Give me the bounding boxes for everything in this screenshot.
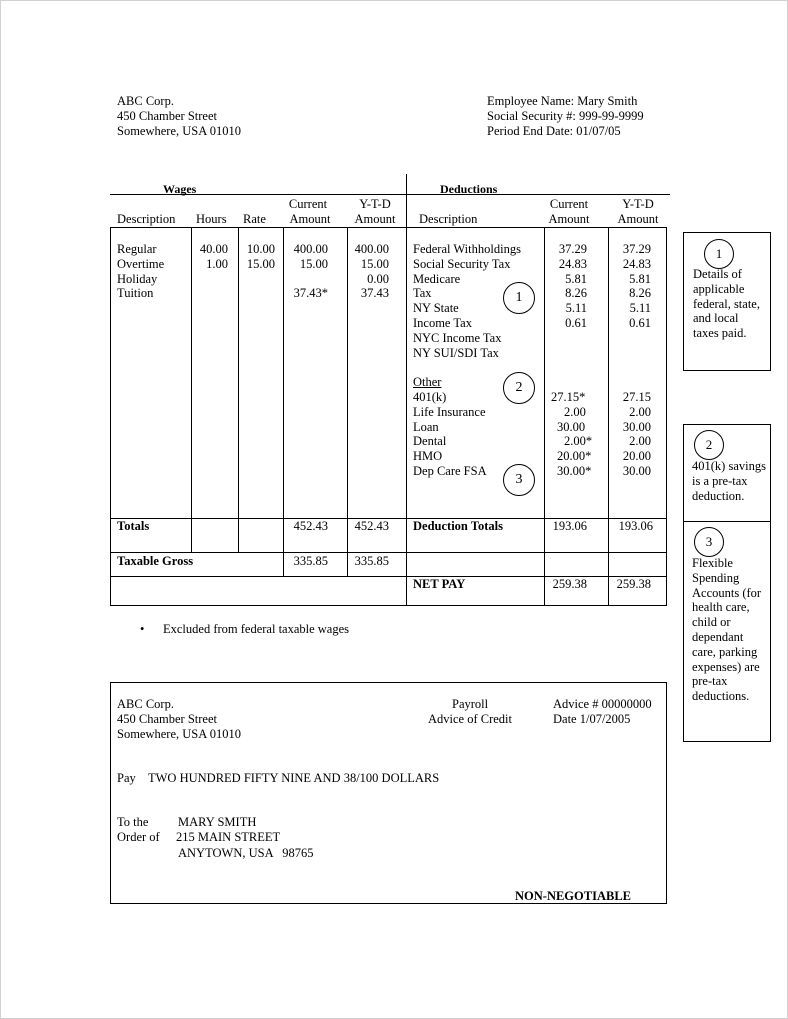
wage-ytd — [347, 242, 389, 301]
wages-col-ytd-2: Amount — [354, 212, 396, 226]
table-row: Tuition — [117, 286, 154, 301]
wage-rates — [238, 242, 275, 301]
deduction-totals-current: 193.06 — [552, 519, 587, 533]
table-cell: 2.00 — [629, 404, 651, 419]
company-street: 450 Chamber Street — [117, 109, 217, 123]
table-cell — [283, 272, 328, 287]
table-cell: 30.00 — [622, 419, 651, 434]
table-cell: 37.43 — [360, 286, 389, 301]
note-2-number: 2 — [694, 430, 724, 460]
other-current — [551, 390, 592, 479]
note-box-2 — [683, 424, 771, 522]
pay-label: Pay — [117, 771, 136, 785]
order-of-label: Order of — [117, 830, 160, 844]
tax-ytd — [608, 242, 651, 331]
advice-payroll: Payroll — [452, 697, 489, 711]
wage-descriptions — [117, 242, 164, 301]
table-cell: 5.11 — [565, 301, 587, 316]
note-box-1 — [683, 232, 771, 371]
table-cell: 24.83 — [558, 256, 587, 271]
table-cell — [191, 272, 228, 287]
footnote-text: Excluded from federal taxable wages — [163, 622, 350, 636]
table-row: Dep Care FSA — [413, 463, 487, 478]
table-bottom-line — [110, 605, 667, 606]
wages-title: Wages — [163, 182, 197, 196]
table-cell: 0.61 — [629, 315, 651, 330]
employee-name: Employee Name: Mary Smith — [487, 94, 638, 108]
table-right-line — [666, 227, 667, 605]
table-cell: 40.00 — [199, 242, 228, 256]
ded-col-current-2: Amount — [548, 212, 590, 226]
wages-totals-ytd: 452.43 — [354, 519, 389, 533]
taxable-gross-current: 335.85 — [293, 554, 328, 568]
advice-company-city: Somewhere, USA 01010 — [117, 727, 241, 741]
to-the-label: To the — [117, 815, 149, 829]
net-pay-current: 259.38 — [552, 577, 587, 591]
net-pay-ytd: 259.38 — [616, 577, 651, 591]
note-2-text: 401(k) savings is a pre-tax deduction. — [692, 459, 766, 503]
table-row: Income Tax — [413, 315, 472, 330]
table-cell: 15.00 — [360, 256, 389, 271]
left-bottom-line — [110, 576, 406, 577]
note-1-number: 1 — [704, 239, 734, 269]
table-cell: 400.00 — [293, 242, 328, 256]
table-row: Dental — [413, 434, 447, 449]
table-cell: 5.11 — [629, 301, 651, 316]
table-cell: 15.00 — [299, 256, 328, 271]
non-negotiable-label: NON-NEGOTIABLE — [515, 889, 631, 903]
table-row: Holiday — [117, 271, 158, 286]
table-cell: 30.00* — [557, 463, 592, 478]
marker-2: 2 — [503, 372, 535, 404]
wages-col-description: Description — [117, 212, 176, 226]
other-label: Other — [413, 375, 442, 389]
advice-of-credit-label: Advice of Credit — [428, 712, 513, 726]
table-top-line — [110, 227, 666, 228]
table-row: 401(k) — [413, 390, 447, 404]
ded-col-description: Description — [419, 212, 478, 226]
note-3-text: Flexible Spending Accounts (for health care, child or dependant care, parking expenses) are pre-tax deductions. — [692, 556, 762, 704]
table-left-line — [110, 227, 111, 605]
table-cell — [191, 286, 228, 301]
wages-col-rate: Rate — [243, 212, 266, 226]
payee-street: 215 MAIN STREET — [176, 830, 281, 844]
note-3-number: 3 — [694, 527, 724, 557]
wage-current — [283, 242, 328, 301]
deductions-title: Deductions — [440, 182, 498, 196]
ded-col-current-1: Current — [549, 197, 589, 211]
footnote-bullet: • — [140, 622, 145, 636]
wages-col-ytd-1: Y-T-D — [359, 197, 391, 211]
table-row: HMO — [413, 449, 443, 464]
table-cell: 8.26 — [565, 286, 587, 301]
wages-totals-current: 452.43 — [293, 519, 328, 533]
table-cell: 37.43* — [293, 286, 328, 301]
pay-amount-words: TWO HUNDRED FIFTY NINE AND 38/100 DOLLARS — [148, 771, 440, 785]
advice-company-name: ABC Corp. — [117, 697, 174, 711]
table-row: Regular — [117, 242, 157, 256]
advice-date: Date 1/07/2005 — [553, 712, 631, 726]
table-cell: 37.29 — [622, 242, 651, 256]
payee-city: ANYTOWN, USA 98765 — [178, 846, 314, 860]
payee-name: MARY SMITH — [178, 815, 257, 829]
advice-company-street: 450 Chamber Street — [117, 712, 217, 726]
table-cell: 0.61 — [565, 315, 587, 330]
table-row: Social Security Tax — [413, 256, 511, 271]
table-cell: 15.00 — [246, 256, 275, 271]
table-cell: 20.00 — [622, 449, 651, 464]
period-end-date: Period End Date: 01/07/05 — [487, 124, 621, 138]
table-cell: 10.00 — [246, 242, 275, 256]
marker-3: 3 — [503, 464, 535, 496]
note-box-3 — [683, 521, 771, 742]
table-cell — [238, 272, 275, 287]
taxable-line — [110, 552, 666, 553]
table-cell: 2.00* — [564, 434, 593, 449]
wages-col-current-2: Amount — [289, 212, 331, 226]
taxable-gross-ytd: 335.85 — [354, 554, 389, 568]
wages-col-current-1: Current — [288, 197, 328, 211]
company-city: Somewhere, USA 01010 — [117, 124, 241, 138]
table-cell: 5.81 — [629, 271, 651, 286]
table-cell: 1.00 — [206, 256, 228, 271]
table-cell: 20.00* — [557, 449, 592, 464]
table-row: Tax — [413, 286, 432, 301]
table-cell: 24.83 — [622, 256, 651, 271]
center-divider — [406, 174, 407, 605]
net-pay-label: NET PAY — [413, 577, 466, 591]
table-cell: 27.15* — [551, 390, 586, 404]
table-cell: 5.81 — [565, 271, 587, 286]
table-row: Life Insurance — [413, 404, 486, 419]
table-cell: 8.26 — [629, 286, 651, 301]
company-name: ABC Corp. — [117, 94, 174, 108]
wages-totals-label: Totals — [117, 519, 150, 533]
table-cell: 37.29 — [558, 242, 587, 256]
table-cell — [238, 286, 275, 301]
deduction-totals-label: Deduction Totals — [413, 519, 503, 533]
table-cell: 2.00 — [564, 404, 586, 419]
marker-1: 1 — [503, 282, 535, 314]
advice-number: Advice # 00000000 — [553, 697, 652, 711]
table-cell: 30.00 — [557, 419, 586, 434]
table-cell: 0.00 — [367, 271, 389, 286]
table-cell: 27.15 — [622, 390, 651, 404]
table-row: Federal Withholdings — [413, 242, 521, 256]
taxable-gross-label: Taxable Gross — [117, 554, 194, 568]
table-row: NY State — [413, 301, 459, 316]
ded-col-ytd-2: Amount — [617, 212, 659, 226]
ded-col-ytd-1: Y-T-D — [622, 197, 654, 211]
note-1-text: Details of applicable federal, state, and local taxes paid. — [693, 267, 760, 341]
deduction-totals-ytd: 193.06 — [618, 519, 653, 533]
table-row: NY SUI/SDI Tax — [413, 345, 499, 360]
other-ytd — [608, 390, 651, 479]
other-descriptions — [413, 390, 487, 479]
wages-col-hours: Hours — [196, 212, 227, 226]
table-cell: 2.00 — [629, 434, 651, 449]
table-row: Loan — [413, 419, 439, 434]
table-row: NYC Income Tax — [413, 330, 502, 345]
table-cell: 400.00 — [354, 242, 389, 256]
table-cell: 30.00 — [622, 463, 651, 478]
wage-hours — [191, 242, 228, 301]
table-row: Overtime — [117, 256, 165, 271]
table-row: Medicare — [413, 271, 461, 286]
tax-current — [544, 242, 587, 331]
social-security: Social Security #: 999-99-9999 — [487, 109, 644, 123]
